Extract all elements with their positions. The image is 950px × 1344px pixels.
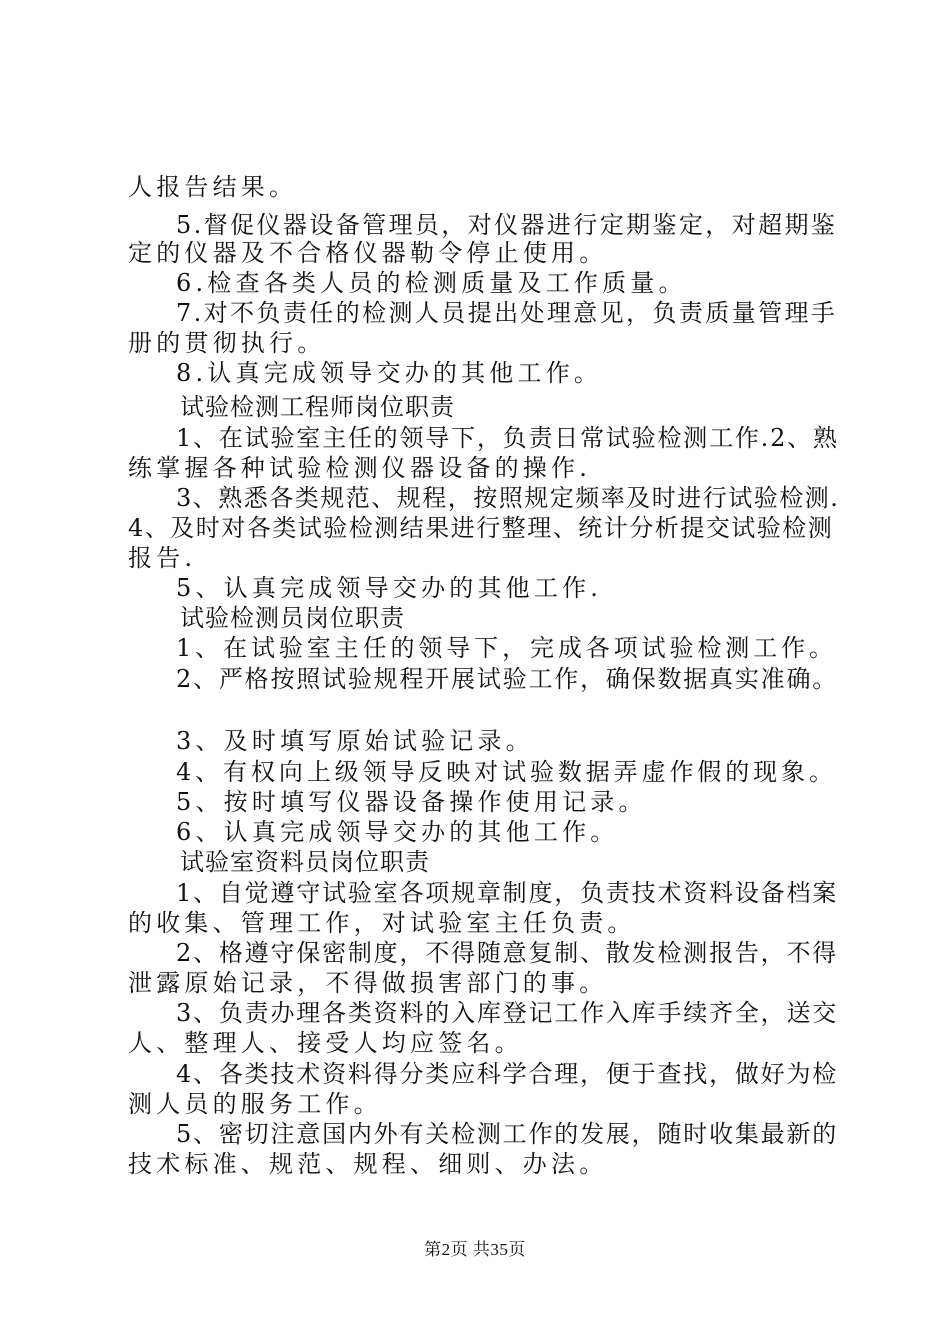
text-line: 技术标准、规范、规程、细则、办法。 [128,1150,608,1178]
text-line: 定的仪器及不合格仪器勒令停止使用。 [128,239,608,267]
text-line: 7.对不负责任的检测人员提出处理意见，负责质量管理手 [176,299,838,327]
text-line: 2、格遵守保密制度，不得随意复制、散发检测报告，不得 [176,939,839,967]
section-heading: 试验检测员岗位职责 [180,604,405,632]
text-line: 册的贯彻执行。 [128,329,326,357]
text-line: 1、在试验室主任的领导下，完成各项试验检测工作。 [176,634,837,662]
text-line: 人、整理人、接受人均应签名。 [128,1029,523,1057]
text-line: 4、各类技术资料得分类应科学合理，便于查找，做好为检 [176,1060,839,1088]
section-heading: 试验室资料员岗位职责 [180,848,430,876]
text-line: 5、按时填写仪器设备操作使用记录。 [176,788,647,816]
text-line: 8.认真完成领导交办的其他工作。 [176,359,603,387]
text-line: 6.检查各类人员的检测质量及工作质量。 [176,269,687,297]
text-line: 5、认真完成领导交办的其他工作. [176,574,603,602]
text-line: 5.督促仪器设备管理员，对仪器进行定期鉴定，对超期鉴 [176,211,838,239]
text-line: 练掌握各种试验检测仪器设备的操作. [128,454,592,482]
text-line: 3、及时填写原始试验记录。 [176,727,534,755]
text-line: 的收集、管理工作，对试验室主任负责。 [128,909,636,937]
text-line: 2、严格按照试验规程开展试验工作，确保数据真实准确。 [176,665,839,693]
text-line: 人报告结果。 [128,173,298,201]
page-number-footer: 第2页 共35页 [424,1240,526,1259]
text-line: 1、在试验室主任的领导下，负责日常试验检测工作.2、熟 [176,424,839,452]
text-line: 3、负责办理各类资料的入库登记工作入库手续齐全，送交 [176,999,839,1027]
text-line: 6、认真完成领导交办的其他工作。 [176,818,619,846]
text-line: 报告. [128,544,197,572]
text-line: 5、密切注意国内外有关检测工作的发展，随时收集最新的 [176,1120,839,1148]
text-line: 测人员的服务工作。 [128,1090,382,1118]
text-line: 4、及时对各类试验检测结果进行整理、统计分析提交试验检测 [128,514,834,542]
section-heading: 试验检测工程师岗位职责 [180,393,455,421]
text-line: 泄露原始记录，不得做损害部门的事。 [128,969,608,997]
text-line: 1、自觉遵守试验室各项规章制度，负责技术资料设备档案 [176,879,839,907]
text-line: 4、有权向上级领导反映对试验数据弄虚作假的现象。 [176,758,837,786]
text-line: 3、熟悉各类规范、规程，按照规定频率及时进行试验检测. [176,484,840,512]
